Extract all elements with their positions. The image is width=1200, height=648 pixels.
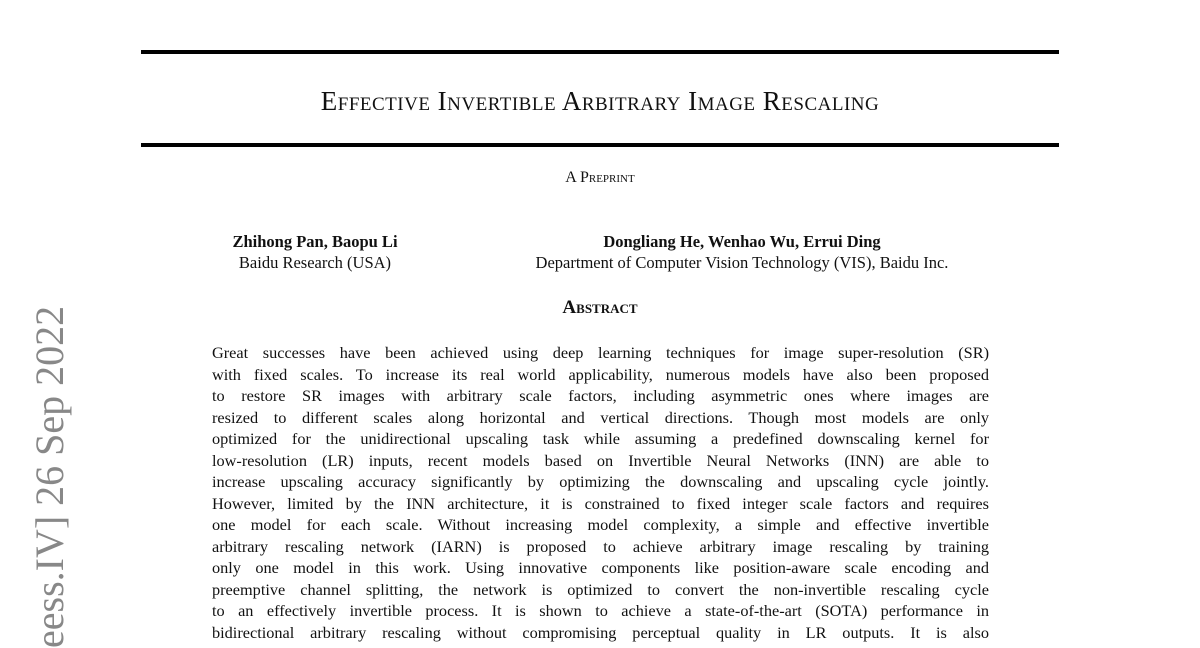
abstract-line: resized to different scales along horizontal and vertical directions. Though most models are only [212, 407, 989, 427]
abstract-line: arbitrary rescaling network (IARN) is proposed to achieve arbitrary image rescaling by training [212, 536, 989, 556]
abstract-line: However, limited by the INN architecture, it is constrained to fixed integer scale factors and requires [212, 493, 989, 513]
author-affiliation: Baidu Research (USA) [238, 253, 392, 272]
author-block-1 [200, 231, 430, 273]
title-bottom-rule [141, 143, 1059, 147]
author-affiliation: Department of Computer Vision Technology (VIS), Baidu Inc. [535, 253, 949, 272]
abstract-line: one model for each scale. Without increasing model complexity, a simple and effective invertible [212, 515, 989, 534]
abstract-line: low-resolution (LR) inputs, recent models based on Invertible Neural Networks (INN) are able to [212, 450, 989, 470]
abstract-line: only one model in this work. Using innovative components like position-aware scale encoding and [212, 558, 989, 577]
abstract-heading: Abstract [562, 297, 638, 318]
abstract-line: to restore SR images with arbitrary scale factors, including asymmetric ones where images are [212, 386, 989, 405]
abstract-line: Great successes have been achieved using deep learning techniques for image super-resolution (SR) [212, 343, 989, 362]
arxiv-side-stamp: eess.IV] 26 Sep 2022 [27, 305, 72, 648]
author-block-2 [490, 231, 994, 273]
abstract-line: preemptive channel splitting, the network is optimized to convert the non-invertible rescaling cycle [212, 579, 989, 599]
abstract-line: with fixed scales. To increase its real world applicability, numerous models have also been proposed [212, 364, 989, 384]
abstract-line: to an effectively invertible process. It is shown to achieve a state-of-the-art (SOTA) performance in [212, 601, 989, 620]
preprint-label: A Preprint [565, 169, 635, 186]
abstract-body [212, 342, 989, 643]
abstract-line: increase upscaling accuracy significantly by optimizing the downscaling and upscaling cycle jointly. [212, 472, 989, 491]
paper-title: Effective Invertible Arbitrary Image Rescaling [320, 86, 880, 116]
author-names: Dongliang He, Wenhao Wu, Errui Ding [603, 232, 881, 251]
title-top-rule [141, 50, 1059, 54]
abstract-line: optimized for the unidirectional upscaling task while assuming a predefined downscaling kernel for [212, 429, 989, 448]
author-names: Zhihong Pan, Baopu Li [232, 232, 398, 251]
abstract-line: bidirectional arbitrary rescaling without compromising perceptual quality in LR outputs. It is also [212, 622, 989, 642]
